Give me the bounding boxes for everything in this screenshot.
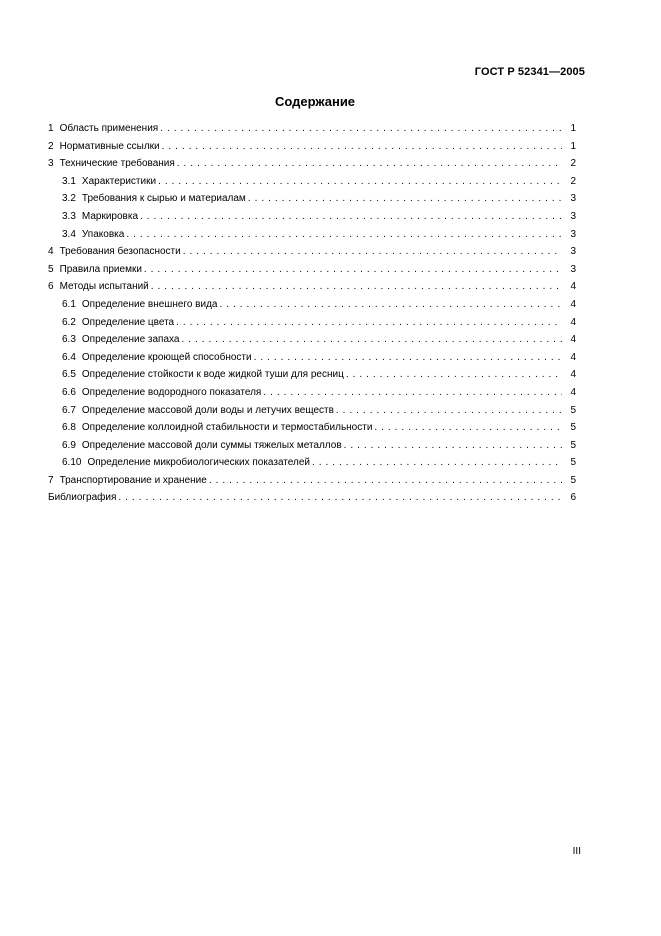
toc-entry-number: 5 xyxy=(48,263,54,275)
toc-entry-number: 3 xyxy=(48,158,54,170)
toc-entry-number: 6.8 xyxy=(62,422,76,434)
toc-entry-title: Технические требования xyxy=(59,158,175,170)
toc-leader-dots xyxy=(162,138,562,156)
toc-entry[interactable] xyxy=(48,278,576,296)
toc-entry-number: 6.1 xyxy=(62,298,76,310)
toc-entry-page: 4 xyxy=(570,316,576,328)
toc-leader-dots xyxy=(254,349,562,367)
toc-entry[interactable] xyxy=(48,120,576,138)
toc-entry[interactable] xyxy=(48,155,576,173)
toc-entry-title: Область применения xyxy=(59,123,159,134)
toc-entry-page: 4 xyxy=(570,281,576,293)
toc-entry-page: 2 xyxy=(570,158,576,170)
toc-entry-page: 1 xyxy=(570,123,576,134)
toc-entry[interactable] xyxy=(48,296,576,314)
toc-entry-title: Определение цвета xyxy=(81,316,175,328)
toc-entry[interactable] xyxy=(48,243,576,261)
toc-entry-title: Нормативные ссылки xyxy=(59,140,160,152)
toc-entry-page: 3 xyxy=(570,193,576,205)
toc-entry[interactable] xyxy=(48,419,576,437)
toc-entry-number: 6 xyxy=(48,281,54,293)
toc-entry[interactable] xyxy=(48,454,576,472)
toc-entry-number: 6.10 xyxy=(62,457,82,469)
toc-leader-dots xyxy=(144,261,562,279)
toc-leader-dots xyxy=(151,278,562,296)
toc-entry-number: 6.6 xyxy=(62,386,76,398)
toc-entry-number: 6.7 xyxy=(62,404,76,416)
toc-leader-dots xyxy=(263,384,562,402)
toc-entry-number: 6.4 xyxy=(62,351,76,363)
toc-entry-title: Характеристики xyxy=(81,175,157,187)
table-of-contents xyxy=(48,120,576,507)
toc-leader-dots xyxy=(160,120,562,138)
toc-leader-dots xyxy=(183,243,562,261)
toc-title: Содержание xyxy=(274,94,356,109)
toc-entry-title: Требования безопасности xyxy=(59,246,181,258)
toc-leader-dots xyxy=(219,296,562,314)
toc-leader-dots xyxy=(126,226,562,244)
toc-entry-number: 7 xyxy=(48,474,54,486)
toc-entry-page: 6 xyxy=(570,492,576,504)
toc-entry-title: Библиография xyxy=(48,492,117,504)
toc-entry-page: 5 xyxy=(570,474,576,486)
toc-entry-title: Определение массовой доли воды и летучих веществ xyxy=(81,404,334,416)
toc-entry-page: 2 xyxy=(570,175,576,187)
toc-entry[interactable] xyxy=(48,261,576,279)
toc-entry[interactable] xyxy=(48,331,576,349)
toc-entry-title: Маркировка xyxy=(81,210,139,222)
page-number: III xyxy=(572,846,581,857)
toc-entry-page: 4 xyxy=(570,369,576,381)
toc-entry-page: 4 xyxy=(570,298,576,310)
toc-entry-title: Определение массовой доли суммы тяжелых металлов xyxy=(81,439,342,451)
toc-entry[interactable] xyxy=(48,173,576,191)
toc-entry-number: 1 xyxy=(48,123,54,134)
toc-entry-number: 4 xyxy=(48,246,54,258)
toc-entry-number: 3.1 xyxy=(62,175,76,187)
document-code: ГОСТ Р 52341—2005 xyxy=(474,66,585,78)
toc-entry[interactable] xyxy=(48,138,576,156)
toc-entry-page: 5 xyxy=(570,422,576,434)
toc-entry-title: Методы испытаний xyxy=(59,281,149,293)
toc-entry-number: 3.4 xyxy=(62,228,76,240)
toc-leader-dots xyxy=(140,208,562,226)
toc-entry-number: 6.5 xyxy=(62,369,76,381)
toc-entry-page: 5 xyxy=(570,457,576,469)
toc-leader-dots xyxy=(176,314,562,332)
toc-entry[interactable] xyxy=(48,489,576,507)
toc-entry[interactable] xyxy=(48,437,576,455)
toc-entry-page: 3 xyxy=(570,228,576,240)
toc-entry-title: Упаковка xyxy=(81,228,125,240)
toc-entry[interactable] xyxy=(48,226,576,244)
toc-entry-title: Определение стойкости к воде жидкой туши для ресниц xyxy=(81,369,344,381)
toc-entry-page: 3 xyxy=(570,210,576,222)
toc-entry-page: 5 xyxy=(570,404,576,416)
toc-entry-title: Определение коллоидной стабильности и термостабильности xyxy=(81,422,373,434)
toc-entry[interactable] xyxy=(48,472,576,490)
toc-entry-title: Транспортирование и хранение xyxy=(59,474,207,486)
toc-entry-number: 3.3 xyxy=(62,210,76,222)
toc-entry-page: 1 xyxy=(570,140,576,152)
toc-leader-dots xyxy=(344,437,562,455)
toc-entry-title: Требования к сырью и материалам xyxy=(81,193,246,205)
toc-entry[interactable] xyxy=(48,384,576,402)
toc-leader-dots xyxy=(158,173,562,191)
toc-entry[interactable] xyxy=(48,366,576,384)
toc-entry-number: 6.3 xyxy=(62,334,76,346)
toc-leader-dots xyxy=(336,402,562,420)
toc-entry-number: 3.2 xyxy=(62,193,76,205)
toc-entry-title: Определение микробиологических показателей xyxy=(87,457,310,469)
toc-entry-title: Определение кроющей способности xyxy=(81,351,252,363)
toc-entry[interactable] xyxy=(48,402,576,420)
toc-entry-page: 4 xyxy=(570,386,576,398)
toc-entry-title: Правила приемки xyxy=(59,263,142,275)
toc-entry-page: 4 xyxy=(570,334,576,346)
toc-entry[interactable] xyxy=(48,190,576,208)
toc-leader-dots xyxy=(374,419,562,437)
toc-leader-dots xyxy=(177,155,562,173)
toc-entry-page: 5 xyxy=(570,439,576,451)
toc-entry[interactable] xyxy=(48,208,576,226)
toc-entry[interactable] xyxy=(48,314,576,332)
toc-entry-title: Определение запаха xyxy=(81,334,180,346)
toc-entry-page: 3 xyxy=(570,263,576,275)
toc-entry-title: Определение внешнего вида xyxy=(81,298,218,310)
toc-entry[interactable] xyxy=(48,349,576,367)
toc-leader-dots xyxy=(118,489,562,507)
toc-leader-dots xyxy=(312,454,562,472)
toc-entry-page: 4 xyxy=(570,351,576,363)
toc-entry-number: 2 xyxy=(48,140,54,152)
toc-entry-number: 6.9 xyxy=(62,439,76,451)
toc-entry-number: 6.2 xyxy=(62,316,76,328)
toc-entry-page: 3 xyxy=(570,246,576,258)
toc-leader-dots xyxy=(209,472,562,490)
toc-leader-dots xyxy=(248,190,562,208)
toc-leader-dots xyxy=(346,366,562,384)
toc-leader-dots xyxy=(181,331,562,349)
toc-entry-title: Определение водородного показателя xyxy=(81,386,262,398)
